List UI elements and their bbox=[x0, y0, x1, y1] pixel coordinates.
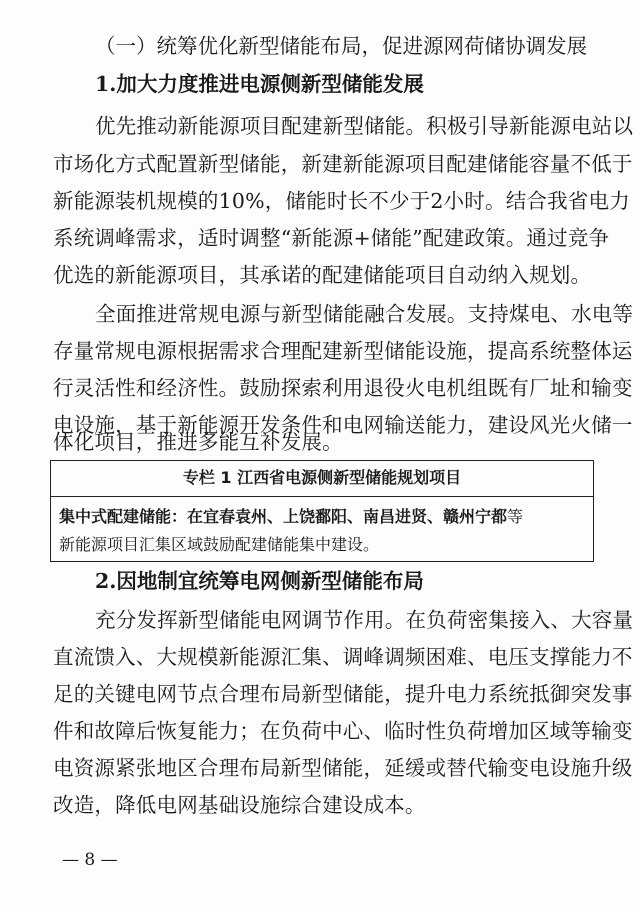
paragraph-line: 电设施，基于新能源开发条件和电网输送能力，建设风光火储一 bbox=[53, 413, 633, 437]
paragraph-line: 充分发挥新型储能电网调节作用。在负荷密集接入、大容量 bbox=[95, 608, 634, 632]
paragraph-line: 电资源紧张地区合理布局新型储能，延缓或替代输变电设施升级 bbox=[53, 756, 633, 780]
column-box-title: 专栏 1 江西省电源侧新型储能规划项目 bbox=[51, 461, 593, 497]
paragraph-line: 市场化方式配置新型储能，新建新能源项目配建储能容量不低于 bbox=[53, 152, 633, 176]
paragraph-line: 足的关键电网节点合理布局新型储能，提升电力系统抵御突发事 bbox=[53, 682, 633, 706]
paragraph-line: 行灵活性和经济性。鼓励探索利用退役火电机组既有厂址和输变 bbox=[53, 376, 633, 400]
paragraph-line: 优选的新能源项目，其承诺的配建储能项目自动纳入规划。 bbox=[53, 263, 592, 287]
paragraph-line: 体化项目，推进多能互补发展。 bbox=[53, 430, 343, 454]
column-box-line-1-strong: 集中式配建储能：在宜春袁州、上饶鄱阳、南昌进贤、赣州宁都 bbox=[59, 507, 508, 526]
paragraph-line: 新能源装机规模的10%，储能时长不少于2小时。结合我省电力 bbox=[53, 189, 630, 213]
column-box-line-2: 新能源项目汇集区域鼓励配建储能集中建设。 bbox=[59, 535, 380, 554]
paragraph-line: 直流馈入、大规模新能源汇集、调峰调频困难、电压支撑能力不 bbox=[53, 645, 633, 669]
sub-heading-2: 2.因地制宜统筹电网侧新型储能布局 bbox=[95, 569, 424, 593]
paragraph-line: 存量常规电源根据需求合理配建新型储能设施，提高系统整体运 bbox=[53, 339, 633, 363]
paragraph-line: 系统调峰需求，适时调整“新能源+储能”配建政策。通过竞争 bbox=[53, 226, 610, 250]
column-box-line-1-rest: 等 bbox=[507, 507, 524, 526]
page-number: — 8 — bbox=[62, 850, 118, 870]
section-heading: （一）统筹优化新型储能布局，促进源网荷储协调发展 bbox=[95, 34, 587, 58]
sub-heading-1: 1.加大力度推进电源侧新型储能发展 bbox=[95, 72, 424, 96]
column-box bbox=[50, 460, 594, 562]
paragraph-line: 件和故障后恢复能力；在负荷中心、临时性负荷增加区域等输变 bbox=[53, 719, 633, 743]
paragraph-line: 改造，降低电网基础设施综合建设成本。 bbox=[53, 793, 426, 817]
column-box-line-1 bbox=[59, 506, 523, 528]
paragraph-line: 全面推进常规电源与新型储能融合发展。支持煤电、水电等 bbox=[95, 302, 634, 326]
paragraph-line: 优先推动新能源项目配建新型储能。积极引导新能源电站以 bbox=[95, 114, 634, 138]
